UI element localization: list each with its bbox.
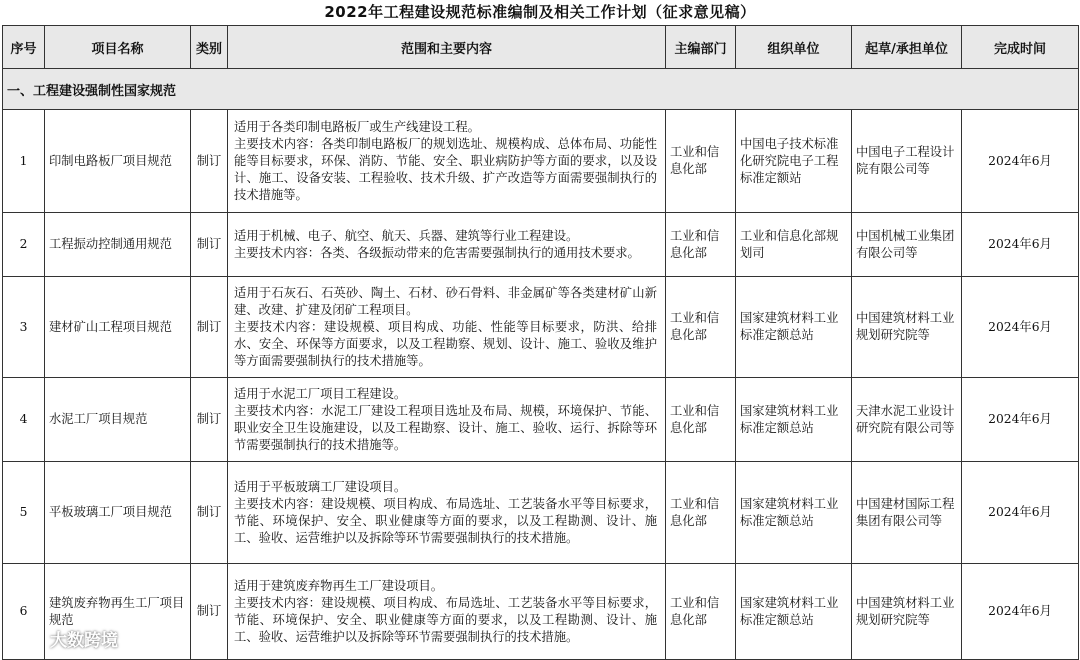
cell-scope [228,277,666,378]
cell-date: 2024年6月 [962,213,1079,277]
cell-no: 1 [3,110,45,213]
cell-drafter: 天津水泥工业设计研究院有限公司等 [852,378,962,462]
scope-content: 主要技术内容：各类、各级振动带来的危害需要强制执行的通用技术要求。 [234,245,640,260]
cell-date: 2024年6月 [962,378,1079,462]
scope-content: 主要技术内容：建设规模、项目构成、布局选址、工艺装备水平等目标要求，节能、环境保护、安全、职业健康等方面的要求，以及工程勘测、设计、施工、验收、运营维护以及拆除等环节需要强制执行的技术措施。 [234,595,657,644]
cell-date: 2024年6月 [962,110,1079,213]
cell-type: 制订 [191,110,228,213]
section-title: 一、工程建设强制性国家规范 [3,69,1079,110]
cell-scope [228,462,666,564]
cell-drafter: 中国机械工业集团有限公司等 [852,213,962,277]
cell-dept: 工业和信息化部 [666,462,736,564]
table-row [3,462,1079,564]
work-plan-table [2,25,1079,660]
cell-scope [228,110,666,213]
cell-drafter: 中国电子工程设计院有限公司等 [852,110,962,213]
cell-org: 国家建筑材料工业标准定额总站 [736,462,852,564]
cell-org: 国家建筑材料工业标准定额总站 [736,378,852,462]
header-dept: 主编部门 [666,26,736,69]
cell-type: 制订 [191,277,228,378]
scope-content: 主要技术内容：建设规模、项目构成、布局选址、工艺装备水平等目标要求，节能、环境保护、安全、职业健康等方面的要求，以及工程勘测、设计、施工、验收、运营维护以及拆除等环节需要强制执行的技术措施。 [234,496,657,545]
scope-applicability: 适用于各类印制电路板厂或生产线建设工程。 [234,119,480,134]
cell-no: 6 [3,564,45,660]
cell-date: 2024年6月 [962,277,1079,378]
scope-applicability: 适用于水泥工厂项目工程建设。 [234,386,407,401]
cell-name: 水泥工厂项目规范 [45,378,191,462]
table-row [3,564,1079,660]
cell-name: 工程振动控制通用规范 [45,213,191,277]
scope-applicability: 适用于机械、电子、航空、航天、兵器、建筑等行业工程建设。 [234,228,579,243]
scope-content: 主要技术内容：水泥工厂建设工程项目选址及布局、规模，环境保护、节能、职业安全卫生设施建设，以及工程勘察、设计、施工、验收、运行、拆除等环节需要强制执行的技术措施等。 [234,403,657,452]
cell-date: 2024年6月 [962,462,1079,564]
cell-org: 国家建筑材料工业标准定额总站 [736,277,852,378]
cell-dept: 工业和信息化部 [666,277,736,378]
watermark-text: 大数跨境 [50,631,118,651]
header-no: 序号 [3,26,45,69]
header-drafter: 起草/承担单位 [852,26,962,69]
cell-org: 工业和信息化部规划司 [736,213,852,277]
watermark [6,625,118,652]
cell-name: 平板玻璃工厂项目规范 [45,462,191,564]
cell-dept: 工业和信息化部 [666,110,736,213]
table-row [3,110,1079,213]
cell-dept: 工业和信息化部 [666,378,736,462]
cell-dept: 工业和信息化部 [666,213,736,277]
header-org: 组织单位 [736,26,852,69]
cell-dept: 工业和信息化部 [666,564,736,660]
cell-type: 制订 [191,462,228,564]
header-type: 类别 [191,26,228,69]
cell-name: 印制电路板厂项目规范 [45,110,191,213]
cell-scope [228,213,666,277]
scope-content: 主要技术内容：建设规模、项目构成、功能、性能等目标要求，防洪、给排水、安全、环保等方面要求，以及工程勘察、规划、设计、施工、验收及维护等方面需要强制执行的技术措施等。 [234,319,657,368]
cell-no: 2 [3,213,45,277]
table-header-row [3,26,1079,69]
table-row [3,213,1079,277]
scope-applicability: 适用于石灰石、石英砂、陶土、石材、砂石骨料、非金属矿等各类建材矿山新建、改建、扩建及闭矿工程项目。 [234,285,657,317]
table-row [3,277,1079,378]
cell-drafter: 中国建筑材料工业规划研究院等 [852,564,962,660]
cell-no: 4 [3,378,45,462]
header-name: 项目名称 [45,26,191,69]
cell-date: 2024年6月 [962,564,1079,660]
cell-type: 制订 [191,213,228,277]
cell-org: 中国电子技术标准化研究院电子工程标准定额站 [736,110,852,213]
header-date: 完成时间 [962,26,1079,69]
cell-name: 建筑废弃物再生工厂项目规范 [45,564,191,660]
cell-no: 5 [3,462,45,564]
cell-drafter: 中国建筑材料工业规划研究院等 [852,277,962,378]
cell-org: 国家建筑材料工业标准定额总站 [736,564,852,660]
document-title: 2022年工程建设规范标准编制及相关工作计划（征求意见稿） [324,3,756,21]
scope-applicability: 适用于平板玻璃工厂建设项目。 [234,479,407,494]
cell-type: 制订 [191,378,228,462]
cell-drafter: 中国建材国际工程集团有限公司等 [852,462,962,564]
scope-applicability: 适用于建筑废弃物再生工厂建设项目。 [234,578,444,593]
cell-type: 制订 [191,564,228,660]
cell-name: 建材矿山工程项目规范 [45,277,191,378]
section-row [3,69,1079,110]
scope-content: 主要技术内容：各类印制电路板厂的规划选址、规模构成、总体布局、功能性能等目标要求，环保、消防、节能、安全、职业病防护等方面的要求，以及设计、施工、设备安装、工程验收、技术升级、扩产改造等方面需要强制执行的技术措施等。 [234,136,657,202]
cell-scope [228,378,666,462]
header-scope: 范围和主要内容 [228,26,666,69]
table-row [3,378,1079,462]
wechat-bubble-icon [6,625,46,652]
cell-no: 3 [3,277,45,378]
cell-scope [228,564,666,660]
